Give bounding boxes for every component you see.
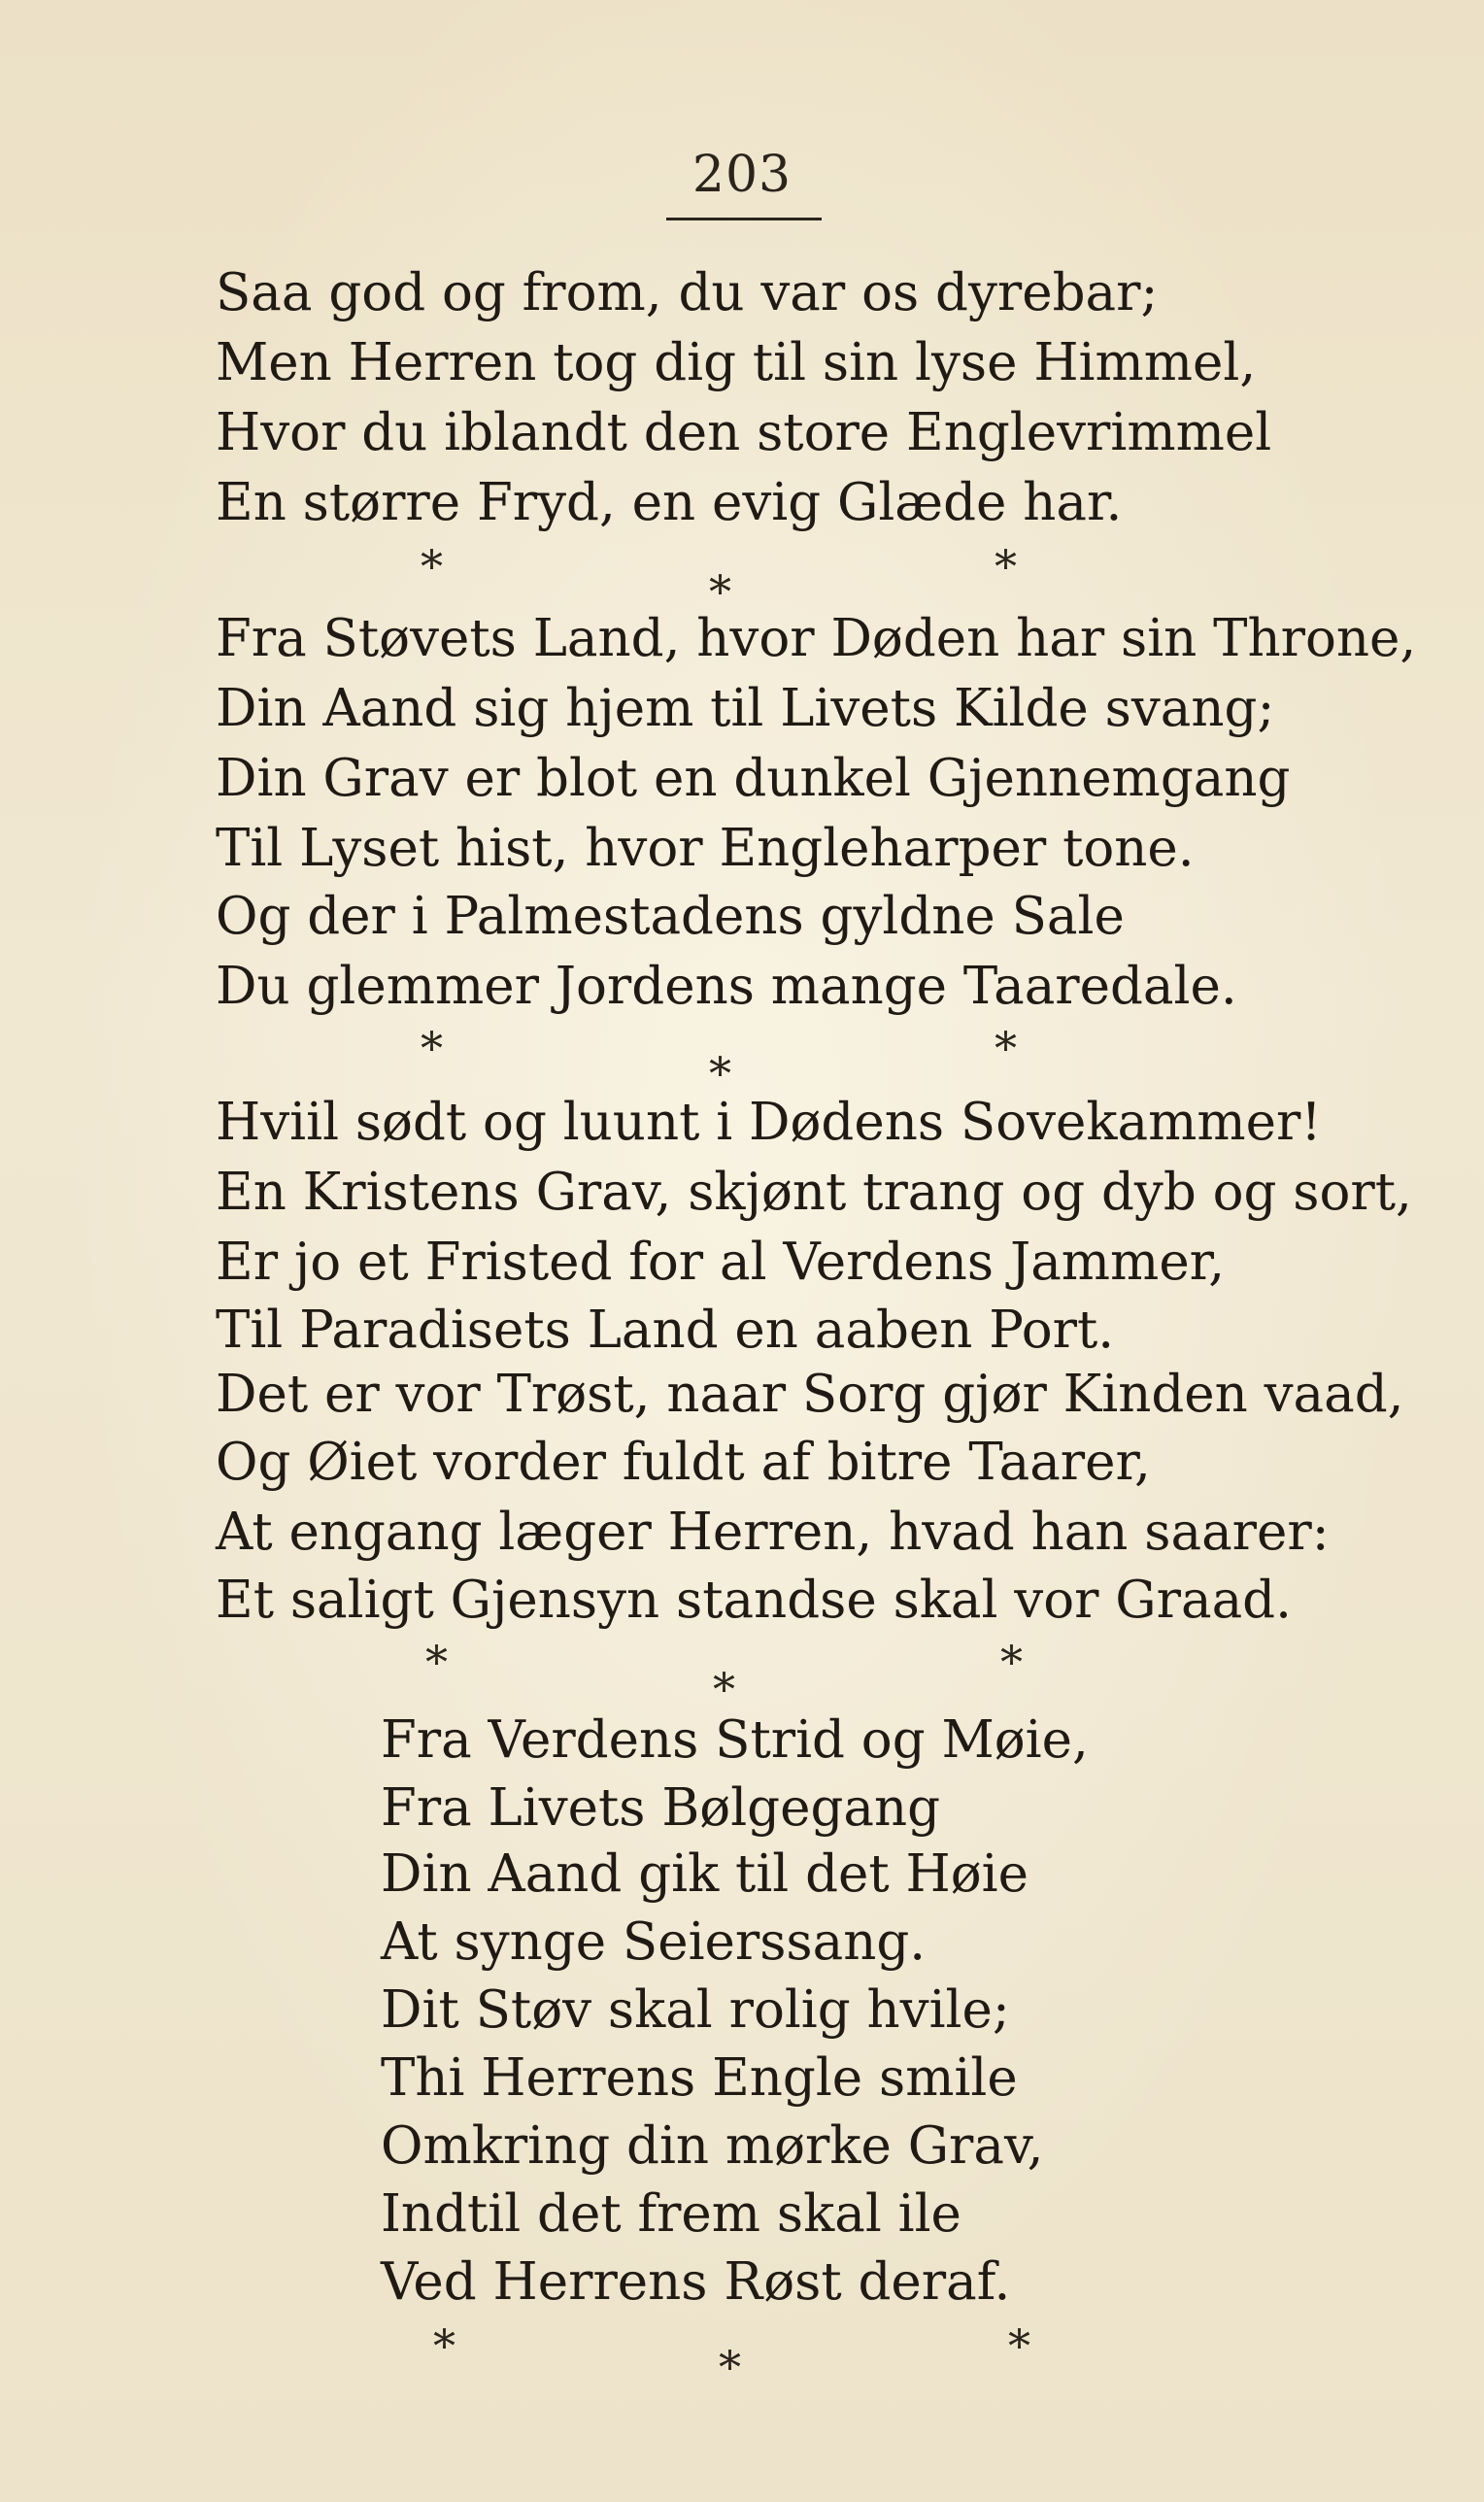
- stanza-2-line-2: Din Aand sig hjem til Livets Kilde svang;: [216, 679, 1275, 738]
- separator-star: *: [995, 540, 1017, 592]
- header-rule: [666, 218, 822, 220]
- stanza-4-line-8: Indtil det frem skal ile: [381, 2184, 961, 2244]
- stanza-1-line-3: Hvor du iblandt den store Englevrimmel: [216, 403, 1272, 462]
- stanza-1-line-1: Saa god og from, du var os dyrebar;: [216, 263, 1159, 322]
- separator-star: *: [709, 565, 731, 618]
- stanza-4-line-9: Ved Herrens Røst deraf.: [381, 2252, 1011, 2312]
- separator-star: *: [1000, 1636, 1023, 1688]
- stanza-3-line-6: Og Øiet vorder fuldt af bitre Taarer,: [216, 1433, 1151, 1492]
- stanza-2-line-3: Din Grav er blot en dunkel Gjennemgang: [216, 749, 1291, 808]
- stanza-2-line-6: Du glemmer Jordens mange Taaredale.: [216, 957, 1237, 1016]
- stanza-4-line-4: At synge Seierssang.: [381, 1912, 927, 1972]
- stanza-3-line-2: En Kristens Grav, skjønt trang og dyb og sort,: [216, 1163, 1412, 1222]
- stanza-4-line-2: Fra Livets Bølgegang: [381, 1778, 941, 1838]
- stanza-2-line-4: Til Lyset hist, hvor Engleharper tone.: [216, 819, 1195, 878]
- page-number: 203: [691, 146, 793, 204]
- separator-star: *: [709, 1047, 731, 1099]
- stanza-4-line-1: Fra Verdens Strid og Møie,: [381, 1710, 1089, 1770]
- stanza-3-line-1: Hviil sødt og luunt i Dødens Sovekammer!: [216, 1093, 1322, 1152]
- stanza-3-line-5: Det er vor Trøst, naar Sorg gjør Kinden vaad,: [216, 1365, 1404, 1424]
- stanza-2-line-5: Og der i Palmestadens gyldne Sale: [216, 887, 1125, 946]
- stanza-3-line-8: Et saligt Gjensyn standse skal vor Graad.: [216, 1571, 1292, 1630]
- separator-star: *: [719, 2341, 741, 2393]
- stanza-2-line-1: Fra Støvets Land, hvor Døden har sin Throne,: [216, 609, 1417, 668]
- separator-star: *: [421, 1022, 443, 1074]
- stanza-3-line-3: Er jo et Fristed for al Verdens Jammer,: [216, 1233, 1226, 1292]
- separator-star: *: [425, 1636, 448, 1688]
- separator-star: *: [433, 2319, 455, 2372]
- stanza-4-line-6: Thi Herrens Engle smile: [381, 2048, 1018, 2108]
- stanza-1-line-4: En større Fryd, en evig Glæde har.: [216, 473, 1123, 532]
- stanza-3-line-4: Til Paradisets Land en aaben Port.: [216, 1301, 1115, 1360]
- stanza-4-line-7: Omkring din mørke Grav,: [381, 2116, 1044, 2176]
- separator-star: *: [1008, 2319, 1030, 2372]
- stanza-3-line-7: At engang læger Herren, hvad han saarer:: [216, 1503, 1330, 1562]
- stanza-1-line-2: Men Herren tog dig til sin lyse Himmel,: [216, 333, 1257, 392]
- stanza-4-line-3: Din Aand gik til det Høie: [381, 1844, 1029, 1904]
- separator-star: *: [421, 540, 443, 592]
- separator-star: *: [995, 1022, 1017, 1074]
- stanza-4-line-5: Dit Støv skal rolig hvile;: [381, 1980, 1010, 2040]
- separator-star: *: [713, 1663, 735, 1715]
